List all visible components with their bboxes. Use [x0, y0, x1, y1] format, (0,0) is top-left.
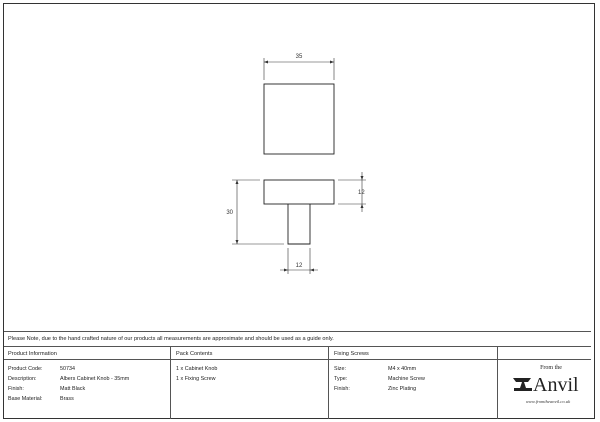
screw-size-value: M4 x 40mm: [388, 366, 417, 372]
fixing-screws-heading: Fixing Screws: [334, 351, 369, 357]
stem-width-dimension: [280, 248, 318, 274]
description-value: Albers Cabinet Knob - 35mm: [60, 376, 130, 382]
top-view-square: [264, 84, 334, 154]
screw-type-value: Machine Screw: [388, 376, 425, 382]
product-information-heading: Product Information: [8, 351, 57, 357]
logo-url: www.fromtheanvil.co.uk: [525, 399, 571, 404]
top-width-label: 35: [295, 54, 303, 60]
finish-label: Finish:: [8, 386, 24, 392]
description-label: Description:: [8, 376, 37, 382]
divider: [4, 346, 591, 347]
screw-finish-value: Zinc Plating: [388, 386, 417, 392]
screw-finish-label: Finish:: [334, 386, 350, 392]
anvil-icon: [513, 378, 532, 391]
stem-width-label: 12: [295, 263, 303, 269]
divider: [4, 331, 591, 332]
logo-from-the: From the: [540, 365, 562, 371]
disclaimer-note: Please Note, due to the hand crafted nature of our products all measurements are approximate and should be used as a guide only.: [8, 336, 334, 342]
screw-type-label: Type:: [334, 376, 348, 382]
side-view-stem: [288, 204, 310, 244]
top-width-dimension: [264, 58, 334, 80]
divider: [4, 359, 591, 360]
screw-size-label: Size:: [334, 366, 346, 372]
side-view: [264, 180, 334, 244]
side-view-head: [264, 180, 334, 204]
product-code-value: 50734: [60, 366, 75, 372]
column-divider: [328, 346, 329, 419]
finish-value: Matt Black: [60, 386, 86, 392]
pack-contents-heading: Pack Contents: [176, 351, 213, 357]
column-divider: [497, 346, 498, 419]
head-thickness-label: 12: [358, 190, 365, 196]
base-material-value: Brass: [60, 396, 74, 402]
height-label: 30: [226, 210, 233, 216]
pack-item: 1 x Cabinet Knob: [176, 366, 218, 372]
column-divider: [170, 346, 171, 419]
product-code-label: Product Code:: [8, 366, 43, 372]
from-the-anvil-logo: [505, 358, 591, 416]
logo-brand: Anvil: [533, 374, 579, 396]
height-dimension: [232, 180, 284, 244]
pack-item: 1 x Fixing Screw: [176, 376, 216, 382]
base-material-label: Base Material:: [8, 396, 43, 402]
